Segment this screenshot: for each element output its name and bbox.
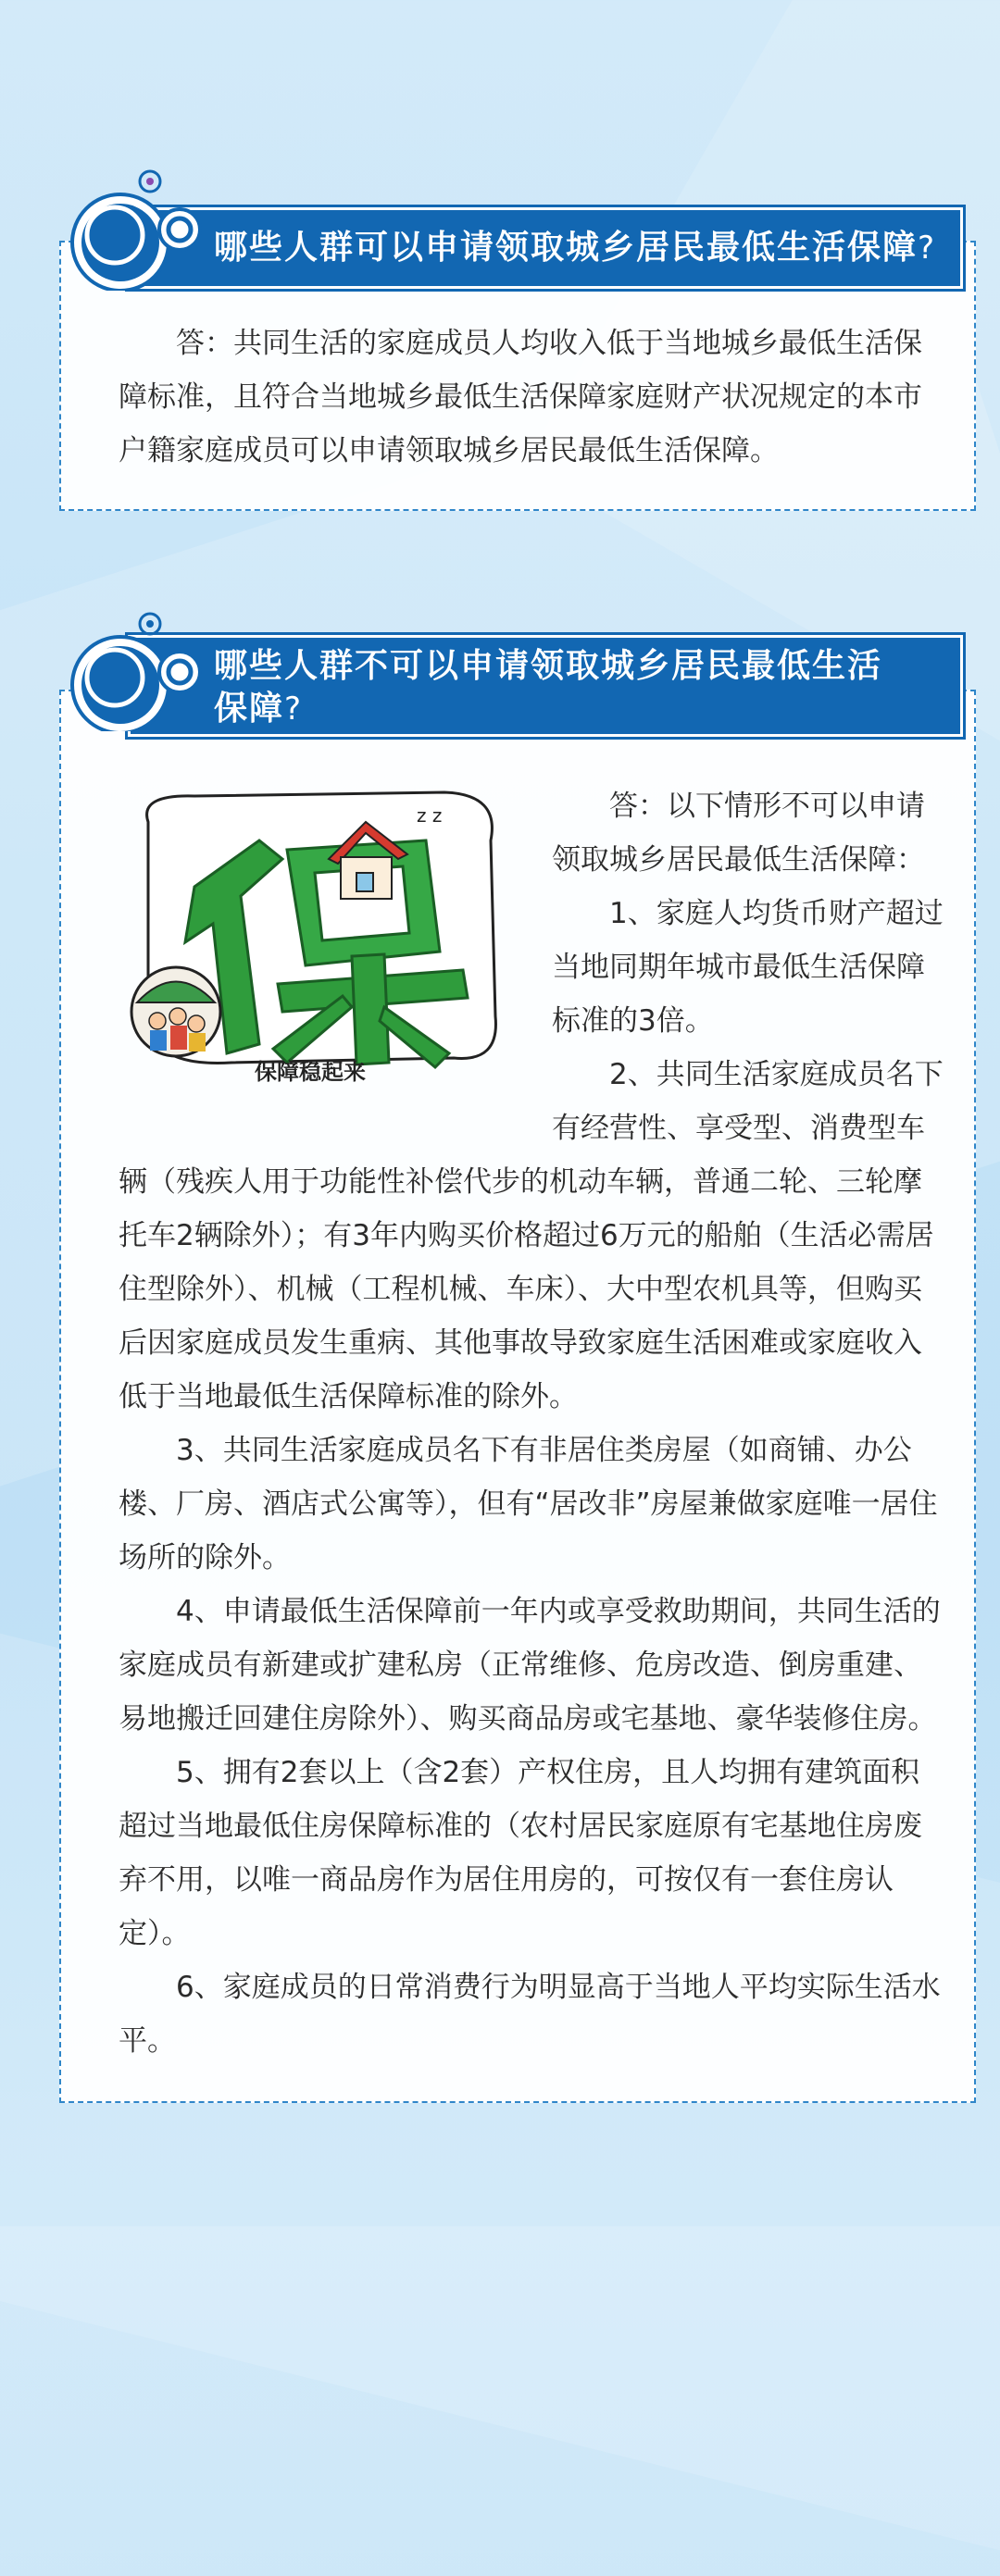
section2-intro: 答：以下情形不可以申请领取城乡居民最低生活保障： (552, 790, 925, 877)
section2-item5: 5、拥有2套以上（含2套）产权住房，且人均拥有建筑面积超过当地最低住房保障标准的（农村居民家庭原有宅基地住房废弃不用，以唯一商品房作为居住用房的，可按仅有一套住房认定）。 (119, 1756, 922, 1950)
decorative-circles-icon (69, 602, 217, 731)
section2-item2-tail: 辆（残疾人用于功能性补偿代步的机动车辆，普通二轮、三轮摩托车2辆除外）；有3年内购买价格超过6万元的船舶（生活必需居住型除外）、机械（工程机械、车床）、大中型农机具等，但购买后因家庭成员发生重病、其他事故导致家庭生活困难或家庭收入低于当地最低生活保障标准的除外。 (119, 1165, 934, 1413)
section2-title-line2: 保障 (214, 690, 285, 728)
umbrella-people-icon (131, 967, 220, 1056)
illustration-caption: 保障稳起来 (255, 1059, 366, 1085)
section2-title-line1: 哪些人群不可以申请领取城乡居民最低生活 (214, 647, 883, 685)
section1-title: 哪些人群可以申请领取城乡居民最低生活保障 (214, 229, 919, 267)
question-mark: ? (918, 230, 937, 267)
section1-title-bar (128, 207, 963, 289)
section1-answer (119, 317, 948, 478)
section2-item4: 4、申请最低生活保障前一年内或享受救助期间，共同生活的家庭成员有新建或扩建私房（正常维修、危房改造、倒房重建、易地搬迁回建住房除外）、购买商品房或宅基地、豪华装修住房。 (119, 1595, 941, 1736)
section2-item1: 1、家庭人均货币财产超过当地同期年城市最低生活保障标准的3倍。 (552, 897, 944, 1038)
section1-answer-text: 答：共同生活的家庭成员人均收入低于当地城乡最低生活保障标准，且符合当地城乡最低生活保障家庭财产状况规定的本市户籍家庭成员可以申请领取城乡居民最低生活保障。 (119, 327, 922, 467)
svg-text:z z: z z (417, 804, 443, 827)
question-mark: ? (284, 691, 304, 728)
protection-illustration (120, 785, 519, 1090)
section2-item3: 3、共同生活家庭成员名下有非居住类房屋（如商铺、办公楼、厂房、酒店式公寓等），但有“居改非”房屋兼做家庭唯一居住场所的除外。 (119, 1434, 938, 1574)
section2-title-bar (128, 635, 963, 737)
section2-body (119, 1155, 948, 2068)
section2-item6: 6、家庭成员的日常消费行为明显高于当地人平均实际生活水平。 (119, 1971, 941, 2058)
section2-item2-head: 2、共同生活家庭成员名下有经营性、享受型、消费型车 (552, 1058, 944, 1145)
section2-right-column (552, 779, 950, 1155)
decorative-circles-icon (69, 161, 217, 291)
